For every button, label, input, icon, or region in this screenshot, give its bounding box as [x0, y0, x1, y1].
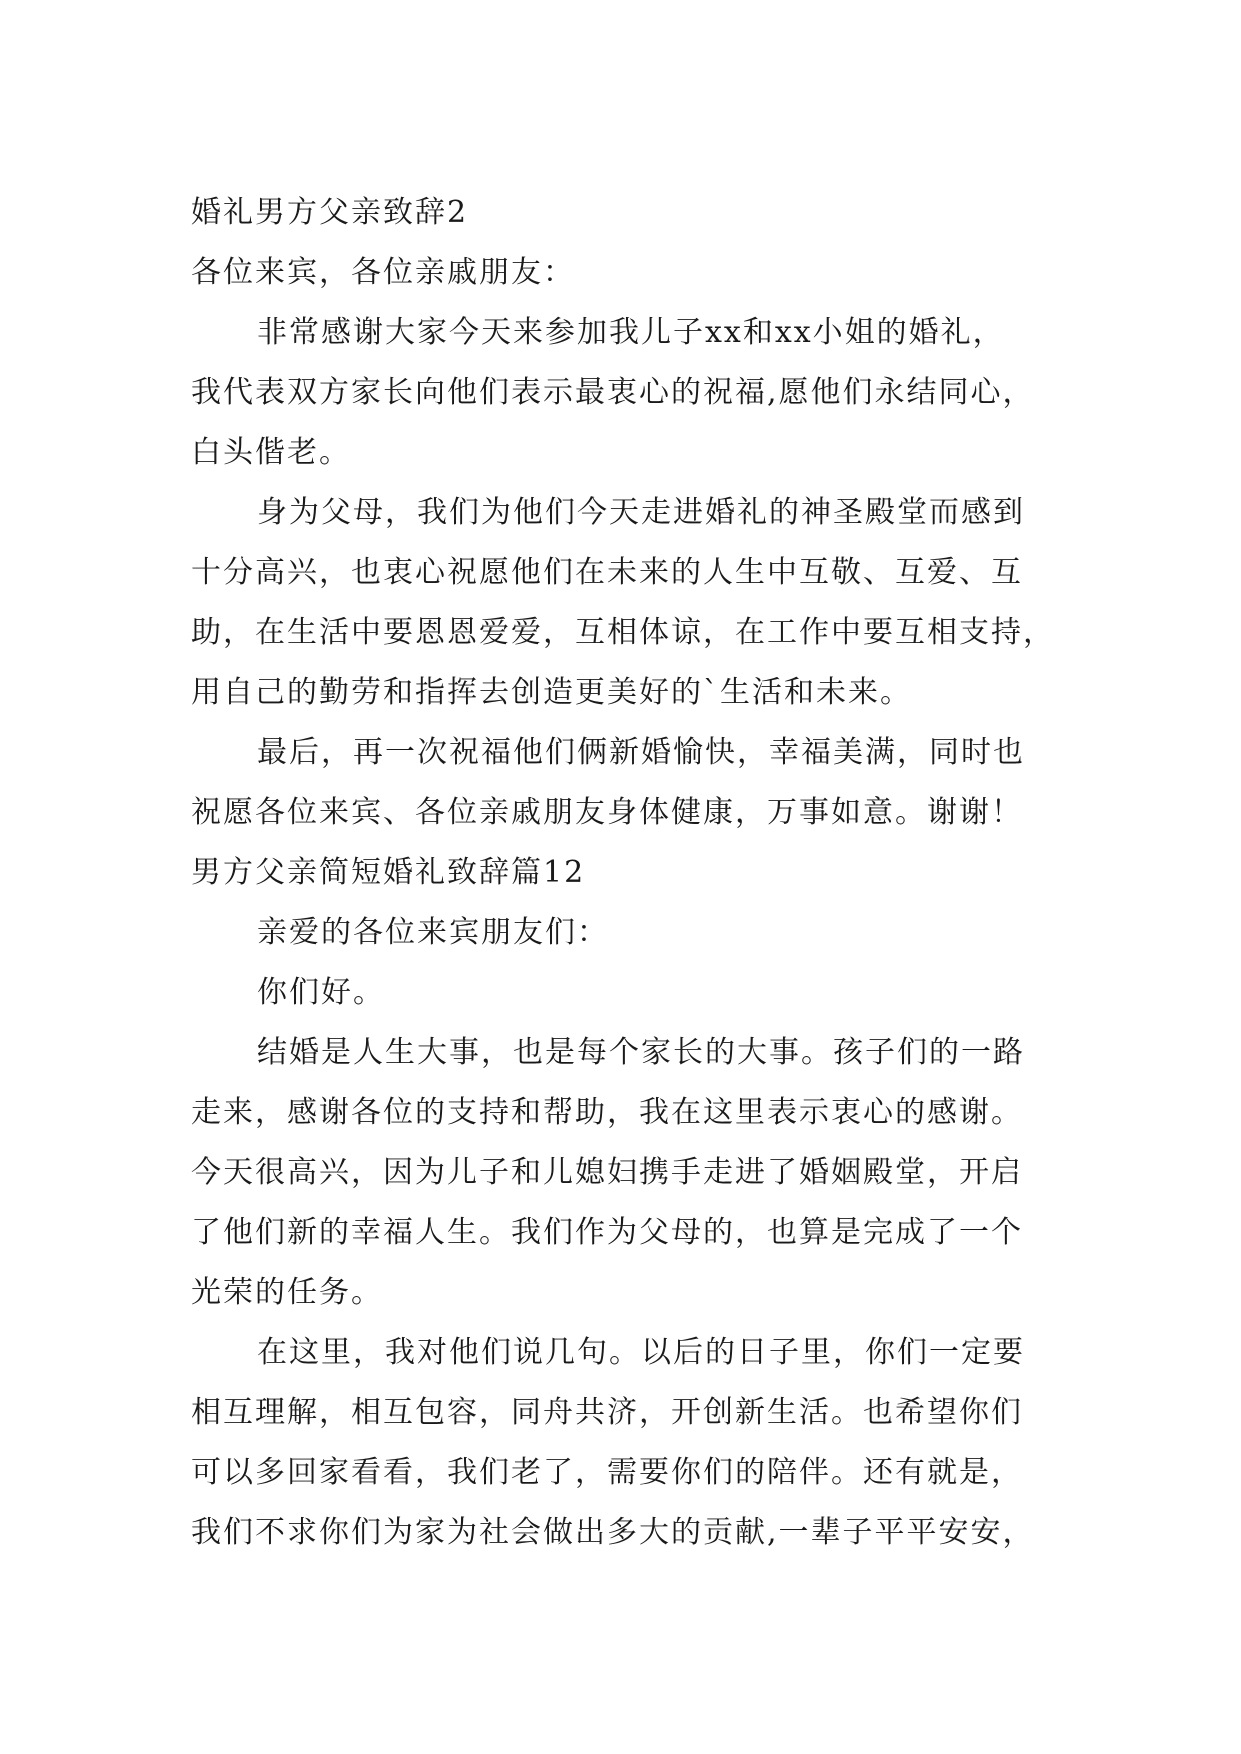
text-line: 用自己的勤劳和指挥去创造更美好的`生活和未来。	[191, 675, 912, 710]
text-line: 男方父亲简短婚礼致辞篇12	[191, 855, 586, 890]
text-line: 了他们新的幸福人生。我们作为父母的，也算是完成了一个	[191, 1215, 1023, 1250]
text-line: 我们不求你们为家为社会做出多大的贡献,一辈子平平安安，	[191, 1515, 1035, 1550]
text-line: 各位来宾，各位亲戚朋友：	[191, 255, 575, 290]
paragraph-first-line: 在这里，我对他们说几句。以后的日子里，你们一定要	[257, 1335, 1025, 1370]
text-line: 婚礼男方父亲致辞2	[191, 195, 469, 230]
text-line: 今天很高兴，因为儿子和儿媳妇携手走进了婚姻殿堂，开启	[191, 1155, 1023, 1190]
text-line: 祝愿各位来宾、各位亲戚朋友身体健康，万事如意。谢谢！	[191, 795, 1023, 830]
text-line: 助，在生活中要恩恩爱爱，互相体谅，在工作中要互相支持，	[191, 615, 1055, 650]
paragraph-first-line: 亲爱的各位来宾朋友们：	[257, 915, 609, 950]
text-line: 十分高兴，也衷心祝愿他们在未来的人生中互敬、互爱、互	[191, 555, 1023, 590]
text-line: 我代表双方家长向他们表示最衷心的祝福,愿他们永结同心，	[191, 375, 1035, 410]
text-line: 白头偕老。	[191, 435, 351, 470]
paragraph-first-line: 你们好。	[257, 975, 385, 1010]
paragraph-first-line: 结婚是人生大事，也是每个家长的大事。孩子们的一路	[257, 1035, 1025, 1070]
text-line: 走来，感谢各位的支持和帮助，我在这里表示衷心的感谢。	[191, 1095, 1023, 1130]
text-line: 光荣的任务。	[191, 1275, 383, 1310]
text-line: 可以多回家看看，我们老了，需要你们的陪伴。还有就是，	[191, 1455, 1023, 1490]
text-line: 相互理解，相互包容，同舟共济，开创新生活。也希望你们	[191, 1395, 1023, 1430]
paragraph-first-line: 非常感谢大家今天来参加我儿子xx和xx小姐的婚礼，	[257, 315, 1005, 350]
document-body	[191, 183, 1061, 1563]
paragraph-first-line: 身为父母，我们为他们今天走进婚礼的神圣殿堂而感到	[257, 495, 1025, 530]
paragraph-first-line: 最后，再一次祝福他们俩新婚愉快，幸福美满，同时也	[257, 735, 1025, 770]
